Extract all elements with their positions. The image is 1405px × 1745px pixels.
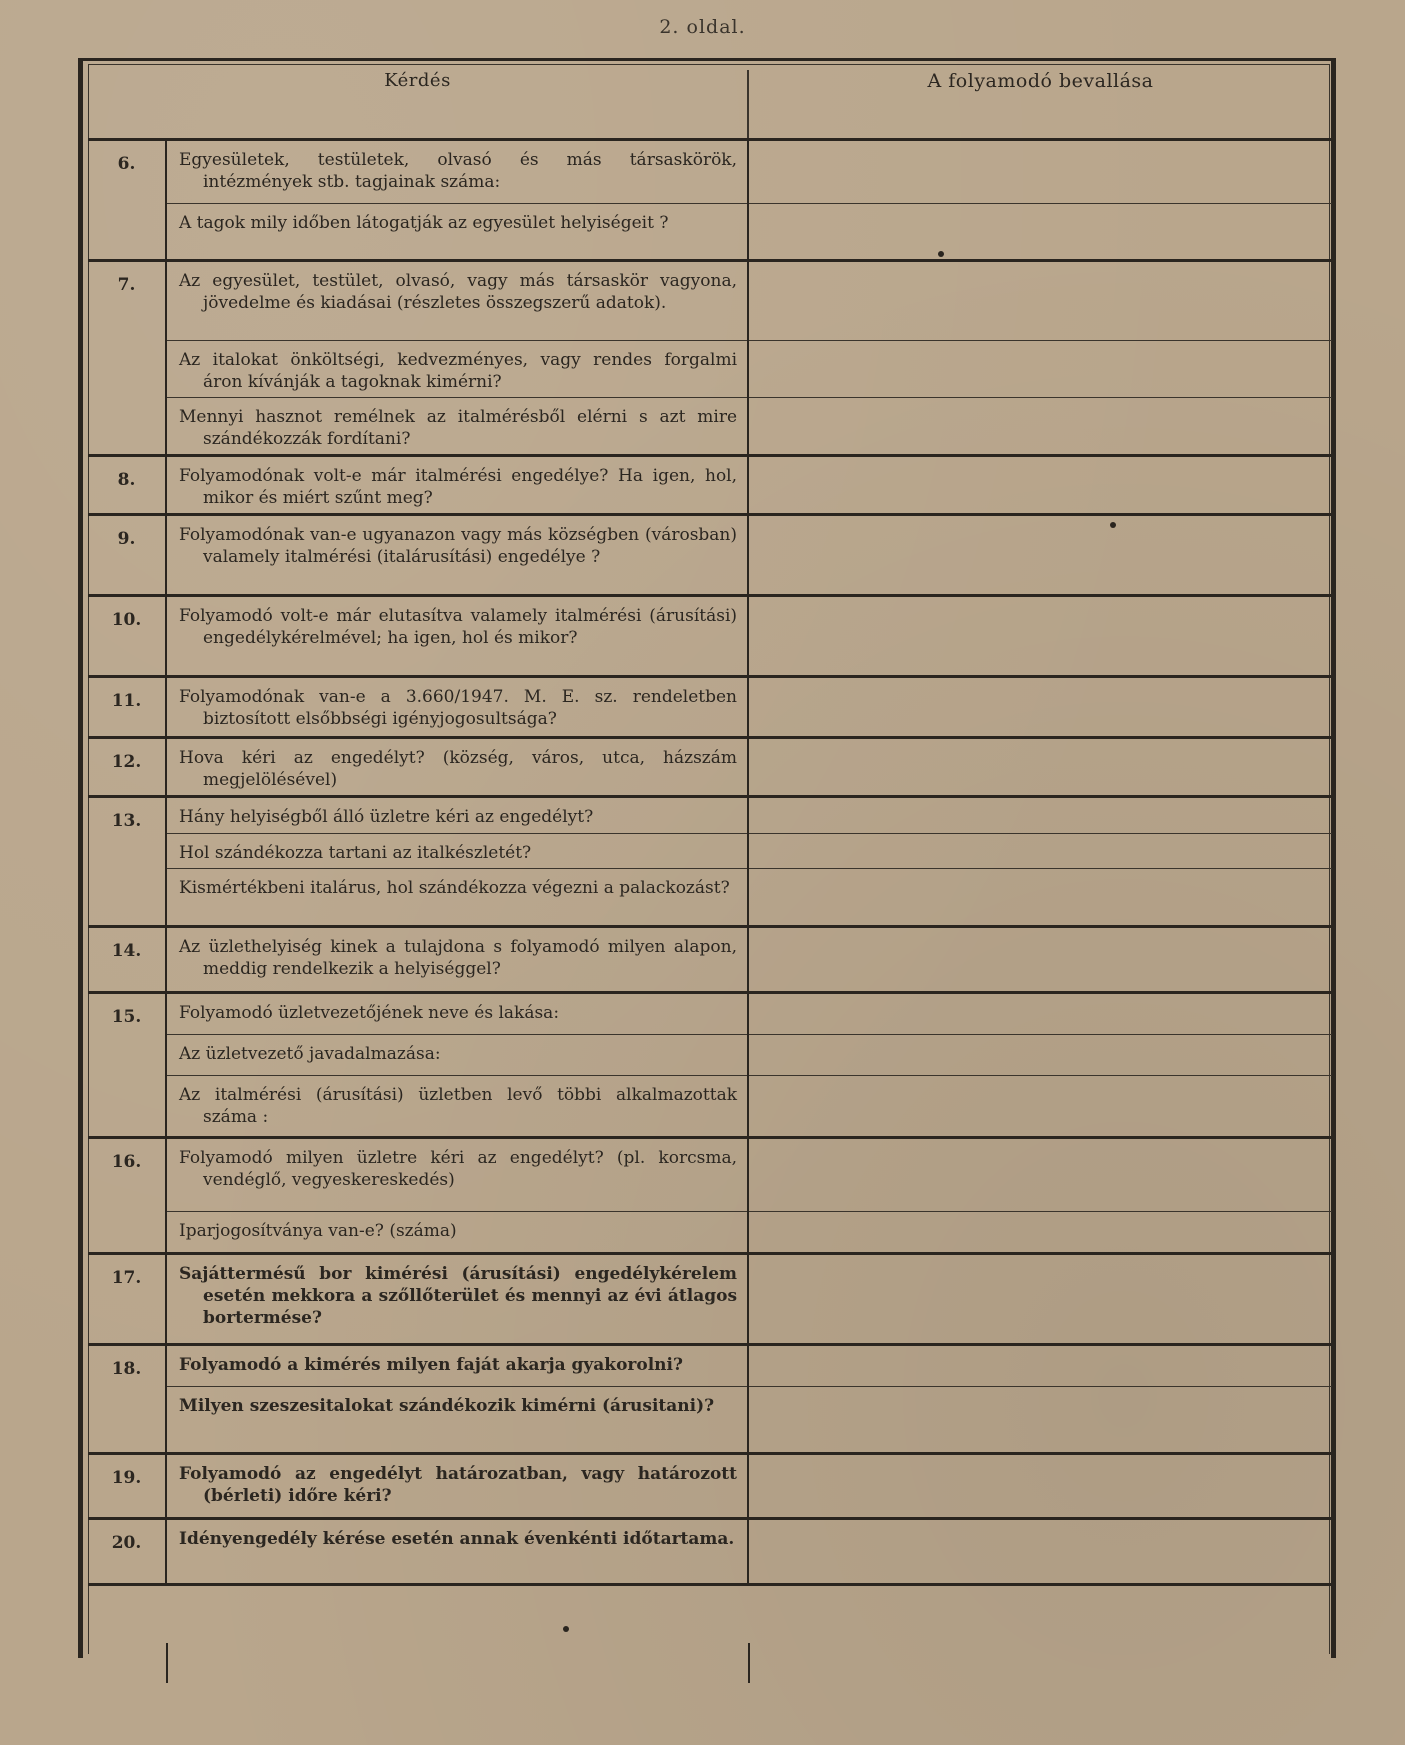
question-text-cell bbox=[166, 515, 748, 596]
question-text: Kismértékbeni italárus, hol szándékozza végezni a palackozást? bbox=[179, 878, 730, 898]
question-number: 19. bbox=[88, 1454, 166, 1519]
answer-field[interactable] bbox=[748, 677, 1332, 738]
question-row bbox=[88, 1212, 1332, 1254]
question-row bbox=[88, 927, 1332, 993]
answer-column-header: A folyamodó bevallása bbox=[748, 70, 1332, 140]
question-text-cell bbox=[166, 261, 748, 341]
ink-speck bbox=[938, 251, 944, 257]
answer-field[interactable] bbox=[748, 261, 1332, 341]
answer-field[interactable] bbox=[748, 797, 1332, 834]
page-number: 2. oldal. bbox=[659, 16, 746, 38]
answer-field[interactable] bbox=[748, 1519, 1332, 1585]
question-text-cell bbox=[166, 738, 748, 797]
question-text-cell bbox=[166, 596, 748, 677]
question-row bbox=[88, 1076, 1332, 1138]
question-text-cell bbox=[166, 1454, 748, 1519]
question-number: 15. bbox=[88, 993, 166, 1138]
question-row bbox=[88, 834, 1332, 869]
question-text: Hova kéri az engedélyt? (község, város, utca, házszám megjelölésével) bbox=[179, 748, 738, 790]
question-row bbox=[88, 596, 1332, 677]
question-row bbox=[88, 1454, 1332, 1519]
question-number: 6. bbox=[88, 140, 166, 261]
question-row bbox=[88, 1254, 1332, 1345]
question-row bbox=[88, 993, 1332, 1035]
question-text-cell bbox=[166, 1254, 748, 1345]
question-number: 12. bbox=[88, 738, 166, 797]
question-text: Egyesületek, testületek, olvasó és más társaskörök, intézmények stb. tagjainak száma: bbox=[179, 150, 738, 192]
ink-speck bbox=[1110, 522, 1116, 528]
question-row bbox=[88, 456, 1332, 515]
question-row bbox=[88, 677, 1332, 738]
question-text: Sajáttermésű bor kimérési (árusítási) engedélykérelem esetén mekkora a szőllőterület és mennyi az évi átlagos bortermése? bbox=[179, 1264, 738, 1328]
answer-field[interactable] bbox=[748, 1138, 1332, 1212]
question-number: 17. bbox=[88, 1254, 166, 1345]
question-row bbox=[88, 1138, 1332, 1212]
question-text-cell bbox=[166, 927, 748, 993]
question-text-cell bbox=[166, 140, 748, 204]
question-text-cell bbox=[166, 204, 748, 261]
answer-field[interactable] bbox=[748, 204, 1332, 261]
question-text: Az egyesület, testület, olvasó, vagy más társaskör vagyona, jövedelme és kiadásai (részletes összegszerű adatok). bbox=[179, 271, 738, 313]
question-text: Folyamodó üzletvezetőjének neve és lakása: bbox=[179, 1003, 560, 1023]
question-text-cell bbox=[166, 677, 748, 738]
question-text: Folyamodó a kimérés milyen faját akarja gyakorolni? bbox=[179, 1355, 683, 1375]
ink-speck bbox=[563, 1626, 569, 1632]
question-text-cell bbox=[166, 834, 748, 869]
question-text: Folyamodónak volt-e már italmérési engedélye? Ha igen, hol, mikor és miért szűnt meg? bbox=[179, 466, 738, 508]
question-text: Hol szándékozza tartani az italkészletét? bbox=[179, 843, 532, 863]
question-number: 18. bbox=[88, 1345, 166, 1454]
question-text: Folyamodónak van-e ugyanazon vagy más községben (városban) valamely italmérési (italárusítási) engedélye ? bbox=[179, 525, 738, 567]
answer-field[interactable] bbox=[748, 140, 1332, 204]
question-text: Az italmérési (árusítási) üzletben levő többi alkalmazottak száma : bbox=[179, 1085, 738, 1127]
question-number: 16. bbox=[88, 1138, 166, 1254]
question-text: Folyamodó volt-e már elutasítva valamely italmérési (árusítási) engedélykérelmével; ha igen, hol és mikor? bbox=[179, 606, 738, 648]
question-text-cell bbox=[166, 1035, 748, 1076]
question-row bbox=[88, 1387, 1332, 1454]
question-text: Az üzletvezető javadalmazása: bbox=[179, 1044, 441, 1064]
question-text: Hány helyiségből álló üzletre kéri az engedélyt? bbox=[179, 807, 594, 827]
question-number: 8. bbox=[88, 456, 166, 515]
question-text-cell bbox=[166, 993, 748, 1035]
question-text-cell bbox=[166, 456, 748, 515]
questionnaire-table bbox=[88, 70, 1332, 1586]
question-text-cell bbox=[166, 1212, 748, 1254]
question-text-cell bbox=[166, 398, 748, 456]
question-text-cell bbox=[166, 869, 748, 927]
question-text: Folyamodó az engedélyt határozatban, vagy határozott (bérleti) időre kéri? bbox=[179, 1464, 738, 1506]
answer-field[interactable] bbox=[748, 596, 1332, 677]
answer-field[interactable] bbox=[748, 1345, 1332, 1387]
question-number: 9. bbox=[88, 515, 166, 596]
question-text-cell bbox=[166, 797, 748, 834]
answer-field[interactable] bbox=[748, 515, 1332, 596]
question-number: 11. bbox=[88, 677, 166, 738]
answer-field[interactable] bbox=[748, 1254, 1332, 1345]
question-column-header: Kérdés bbox=[88, 70, 748, 140]
question-text: Idényengedély kérése esetén annak évenkénti időtartama. bbox=[179, 1529, 735, 1549]
question-row bbox=[88, 1519, 1332, 1585]
answer-field[interactable] bbox=[748, 1212, 1332, 1254]
question-row bbox=[88, 869, 1332, 927]
question-row bbox=[88, 1345, 1332, 1387]
table-header bbox=[88, 70, 1332, 140]
question-text: Iparjogosítványa van-e? (száma) bbox=[179, 1221, 457, 1241]
question-text: Milyen szeszesitalokat szándékozik kimérni (árusitani)? bbox=[179, 1396, 715, 1416]
question-text: Folyamodónak van-e a 3.660/1947. M. E. sz. rendeletben biztosított elsőbbségi igényjogosultsága? bbox=[179, 687, 738, 729]
answer-field[interactable] bbox=[748, 1387, 1332, 1454]
question-text: Folyamodó milyen üzletre kéri az engedélyt? (pl. korcsma, vendéglő, vegyeskereskedés) bbox=[179, 1148, 738, 1190]
question-text: Az üzlethelyiség kinek a tulajdona s folyamodó milyen alapon, meddig rendelkezik a helyiséggel? bbox=[179, 937, 738, 979]
answer-field[interactable] bbox=[748, 869, 1332, 927]
answer-field[interactable] bbox=[748, 927, 1332, 993]
question-row bbox=[88, 341, 1332, 398]
answer-field[interactable] bbox=[748, 1454, 1332, 1519]
question-number: 7. bbox=[88, 261, 166, 456]
question-text: A tagok mily időben látogatják az egyesület helyiségeit ? bbox=[179, 213, 669, 233]
question-row bbox=[88, 515, 1332, 596]
question-row bbox=[88, 140, 1332, 204]
answer-field[interactable] bbox=[748, 834, 1332, 869]
question-row bbox=[88, 261, 1332, 341]
question-text: Az italokat önköltségi, kedvezményes, vagy rendes forgalmi áron kívánják a tagoknak kimérni? bbox=[179, 350, 738, 392]
question-number: 20. bbox=[88, 1519, 166, 1585]
answer-field[interactable] bbox=[748, 993, 1332, 1035]
question-text-cell bbox=[166, 1076, 748, 1138]
question-text-cell bbox=[166, 1138, 748, 1212]
questions-body bbox=[88, 140, 1332, 1585]
tail-divider-right bbox=[748, 1643, 750, 1683]
question-text-cell bbox=[166, 1387, 748, 1454]
question-row bbox=[88, 204, 1332, 261]
question-number: 14. bbox=[88, 927, 166, 993]
answer-field[interactable] bbox=[748, 398, 1332, 456]
question-number: 13. bbox=[88, 797, 166, 927]
answer-field[interactable] bbox=[748, 1076, 1332, 1138]
answer-field[interactable] bbox=[748, 341, 1332, 398]
question-number: 10. bbox=[88, 596, 166, 677]
tail-divider-left bbox=[166, 1643, 168, 1683]
question-row bbox=[88, 797, 1332, 834]
question-row bbox=[88, 398, 1332, 456]
question-row bbox=[88, 738, 1332, 797]
question-text-cell bbox=[166, 341, 748, 398]
question-row bbox=[88, 1035, 1332, 1076]
question-text: Mennyi hasznot remélnek az italmérésből elérni s azt mire szándékozzák fordítani? bbox=[179, 407, 738, 449]
answer-field[interactable] bbox=[748, 738, 1332, 797]
answer-field[interactable] bbox=[748, 1035, 1332, 1076]
table-tail bbox=[88, 1643, 1332, 1683]
answer-field[interactable] bbox=[748, 456, 1332, 515]
question-text-cell bbox=[166, 1345, 748, 1387]
question-text-cell bbox=[166, 1519, 748, 1585]
